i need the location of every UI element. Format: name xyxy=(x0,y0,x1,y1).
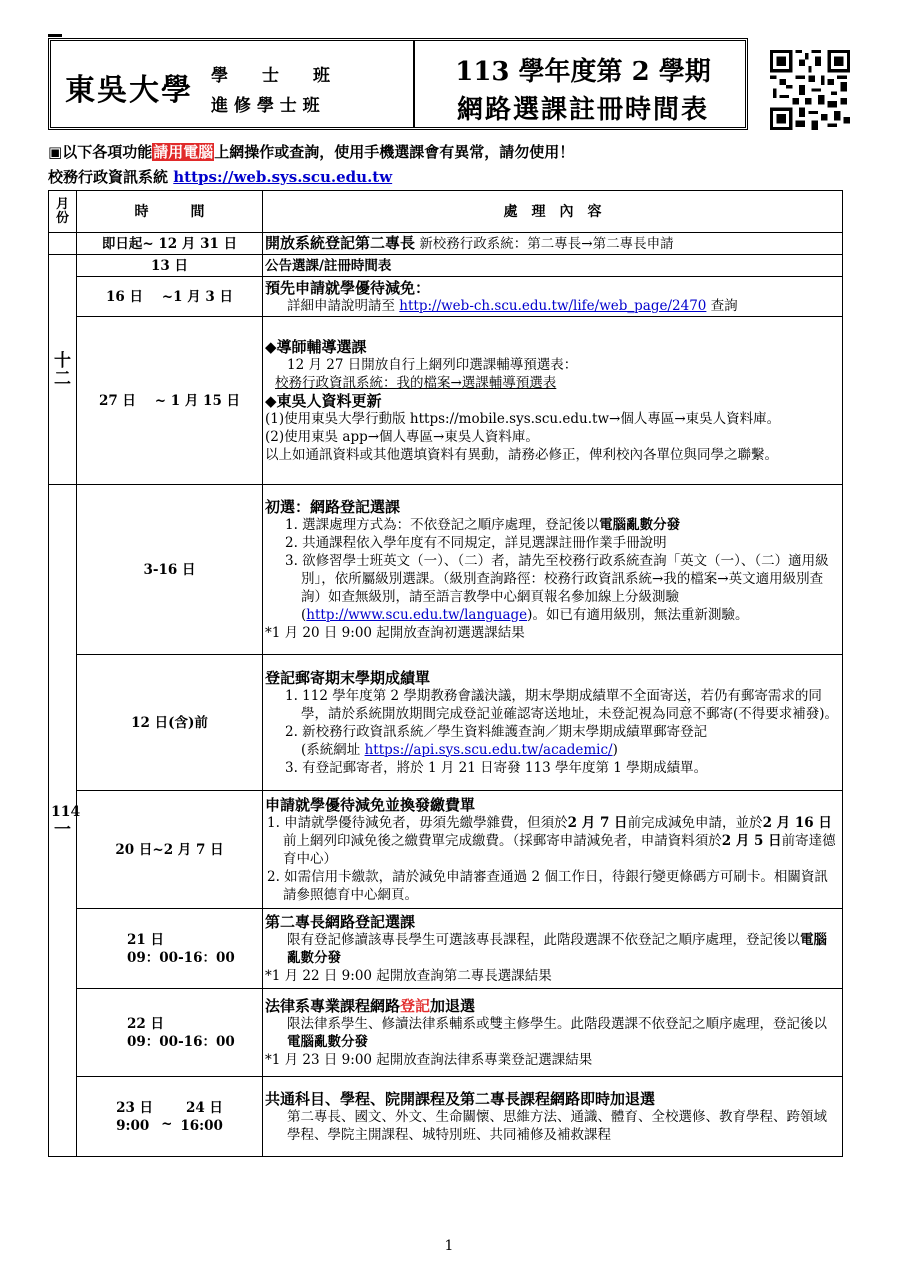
col-content-header: 處 理 內 容 xyxy=(263,191,843,233)
table-row: 23 日 9:00 ~ 24 日 16:00 共通科目、學程、院開課程及第二專長課程網路即時加退選 第二專長、國文、外文、生命關懷、思維方法、通識、體育、全校選修、教育學程、跨領域學程、學院主開課程、城特別班、共同補修及補救課程 xyxy=(49,1077,843,1157)
table-header-row xyxy=(49,191,843,233)
table-row: 27 日 ~ 1 月 15 日 ◆導師輔導選課 12 月 27 日開放自行上網列印選課輔導預選表： 校務行政資訊系統：我的檔案→選課輔導預選表 ◆東吳人資料更新 (1)使用東吳大學行動版 https://mobile.sys.scu.edu.tw→個人專區→東吳人資料庫。 (2)使用東吳 app→個人專區→東吳人資料庫。 以上如通訊資料或其他選填資料有異動，請務必修正，俾利校內各單位與同學之聯繫。 xyxy=(49,317,843,485)
col-month-header: 月份 xyxy=(49,191,77,233)
header-box xyxy=(48,38,748,130)
month-december: 十二 xyxy=(49,255,77,485)
page-title-line-1: 113 學年度第 2 學期 xyxy=(455,57,711,87)
program-line-2: 進 修 學 士 班 xyxy=(211,96,320,116)
header-divider xyxy=(413,41,415,127)
table-row: 22 日 09：00-16：00 法律系專業課程網路登記加退選 限法律系學生、修讀法律系輔系或雙主修學生。此階段選課不依登記之順序處理，登記後以電腦亂數分發 *1 月 23 日 9:00 起開放查詢法律系專業登記選課結果 xyxy=(49,989,843,1077)
table-row: 十二 13 日 公告選課/註冊時間表 xyxy=(49,255,843,277)
table-row: 即日起~ 12 月 31 日 開放系統登記第二專長 新校務行政系統：第二專長→第二專長申請 xyxy=(49,233,843,255)
notice-highlight: 請用電腦 xyxy=(153,143,214,161)
table-row: 16 日 ~1 月 3 日 預先申請就學優待減免： 詳細申請說明請至 http://web-ch.scu.edu.tw/life/web_page/2470 查詢 xyxy=(49,277,843,317)
table-row: 21 日 09：00-16：00 第二專長網路登記選課 限有登記修讀該專長學生可選該專長課程，此階段選課不依登記之順序處理，登記後以電腦亂數分發 *1 月 22 日 9:00 起開放查詢第二專長選課結果 xyxy=(49,909,843,989)
page-title-line-2: 網路選課註冊時間表 xyxy=(456,95,709,125)
top-mark xyxy=(48,34,62,37)
computer-notice: ▣以下各項功能請用電腦上網操作或查詢，使用手機選課會有異常，請勿使用！ xyxy=(48,143,575,161)
month-january: 114 一 xyxy=(49,485,77,1157)
qr-code-icon[interactable] xyxy=(770,50,850,130)
register-highlight: 登記 xyxy=(400,996,431,1015)
page-number: 1 xyxy=(444,1238,454,1254)
language-center-link[interactable]: http://www.scu.edu.tw/language xyxy=(306,606,528,623)
scholarship-url-link[interactable]: http://web-ch.scu.edu.tw/life/web_page/2470 xyxy=(399,297,707,314)
program-line-1: 學 士 班 xyxy=(211,66,330,86)
col-time-header: 時 間 xyxy=(77,191,263,233)
schedule-table xyxy=(48,190,843,1157)
university-name: 東吳大學 xyxy=(65,73,193,108)
system-url-link[interactable]: https://web.sys.scu.edu.tw xyxy=(173,168,393,186)
system-link-line: 校務行政資訊系統 https://web.sys.scu.edu.tw xyxy=(48,168,393,186)
table-row: 20 日~2 月 7 日 申請就學優待減免並換發繳費單 1. 申請就學優待減免者，毋須先繳學雜費，但須於2 月 7 日前完成減免申請，並於2 月 16 日前上網列印減免後之繳費單完成繳費。（採郵寄申請減免者，申請資料須於2 月 5 日前寄達德育中心） 2. 如需信用卡繳款，請於減免申請審查通過 2 個工作日，待銀行變更條碼方可刷卡。相關資訊請參照德育中心網頁。 xyxy=(49,791,843,909)
academic-system-link[interactable]: https://api.sys.scu.edu.tw/academic/ xyxy=(364,741,613,758)
table-row: 114 一 3-16 日 初選：網路登記選課 1. 選課處理方式為：不依登記之順序處理，登記後以電腦亂數分發 2. 共通課程依入學年度有不同規定，詳見選課註冊作業手冊說明 3. 欲修習學士班英文（一）、（二）者，請先至校務行政系統查詢「英文（一）、（二）適用級別」，依所屬級別選課。（級別查詢路徑：校務行政資訊系統→我的檔案→英文適用級別查詢）如查無級別，請至語言教學中心網頁報名參加線上分級測驗(http://www.scu.edu.tw/language)。如已有適用級別，無法重新測驗。 *1 月 20 日 9:00 起開放查詢初選選課結果 xyxy=(49,485,843,655)
notice-bullet-icon: ▣ xyxy=(48,143,63,161)
table-row: 12 日(含)前 登記郵寄期末學期成績單 1. 112 學年度第 2 學期教務會議決議，期末學期成績單不全面寄送，若仍有郵寄需求的同學，請於系統開放期間完成登記並確認寄送地址，未登記視為同意不郵寄(不得要求補發)。 2. 新校務行政資訊系統／學生資料維護查詢／期末學期成績單郵寄登記 (系統網址 https://api.sys.scu.edu.tw/academic/) 3. 有登記郵寄者，將於 1 月 21 日寄發 113 學年度第 1 學期成績單。 xyxy=(49,655,843,791)
